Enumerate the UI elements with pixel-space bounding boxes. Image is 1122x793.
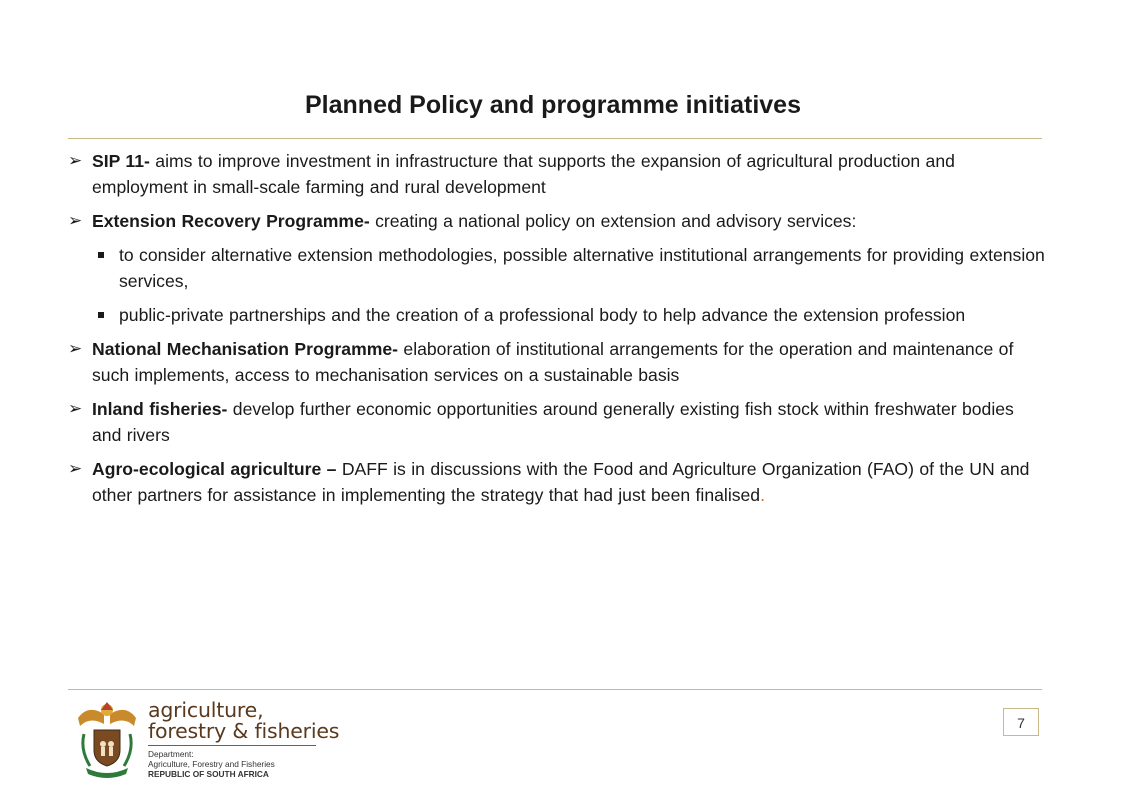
sub-bullet-text: public-private partnerships and the creation of a professional body to help advance the extension profession [119,305,966,325]
department-logo [74,698,340,780]
coat-of-arms-icon [74,700,140,780]
bullet-item-agro-ecological [68,456,1048,508]
bullet-text: aims to improve investment in infrastructure that supports the expansion of agricultural production and employment in small-scale farming and rural development [92,151,955,197]
logo-wordmark [148,700,348,779]
bullet-list [68,148,1048,508]
bullet-heading: SIP 11- [92,151,150,171]
sub-bullet-item [68,302,1048,328]
bullet-item-extension-recovery [68,208,1048,234]
title-divider [68,138,1042,139]
page-number: 7 [1003,708,1039,736]
bullet-text: develop further economic opportunities around generally existing fish stock within freshwater bodies and rivers [92,399,1014,445]
sub-bullet-item [68,242,1048,294]
bullet-heading: Agro-ecological agriculture – [92,459,337,479]
bullet-text: elaboration of institutional arrangements for the operation and maintenance of such implements, access to mechanisation services on a sustainable basis [92,339,1014,385]
logo-separator [148,745,316,746]
slide-title: Planned Policy and programme initiatives [305,91,801,119]
footer-divider [68,689,1042,690]
bullet-text: creating a national policy on extension and advisory services: [369,211,857,231]
sub-bullet-text: to consider alternative extension methodologies, possible alternative institutional arrangements for providing extension services, [119,245,1045,291]
logo-dept-name: Agriculture, Forestry and Fisheries [148,759,275,769]
logo-line-1: agriculture, [148,698,264,722]
bullet-tail: . [760,485,765,505]
bullet-item-sip11 [68,148,1048,200]
arrow-bullet-icon: ➢ [68,339,83,359]
bullet-item-mechanisation [68,336,1048,388]
bullet-text: DAFF is in discussions with the Food and Agriculture Organization (FAO) of the UN and other partners for assistance in implementing the strategy that had just been finalised [92,459,1030,505]
logo-line-2: forestry & fisheries [148,719,340,743]
logo-dept-label: Department: [148,749,194,759]
square-bullet-icon [98,252,104,258]
arrow-bullet-icon: ➢ [68,151,83,171]
arrow-bullet-icon: ➢ [68,459,83,479]
arrow-bullet-icon: ➢ [68,399,83,419]
bullet-heading: Inland fisheries- [92,399,228,419]
bullet-heading: National Mechanisation Programme- [92,339,399,359]
arrow-bullet-icon: ➢ [68,211,83,231]
bullet-heading: Extension Recovery Programme- [92,211,370,231]
logo-country: REPUBLIC OF SOUTH AFRICA [148,769,269,779]
square-bullet-icon [98,312,104,318]
bullet-item-inland-fisheries [68,396,1048,448]
